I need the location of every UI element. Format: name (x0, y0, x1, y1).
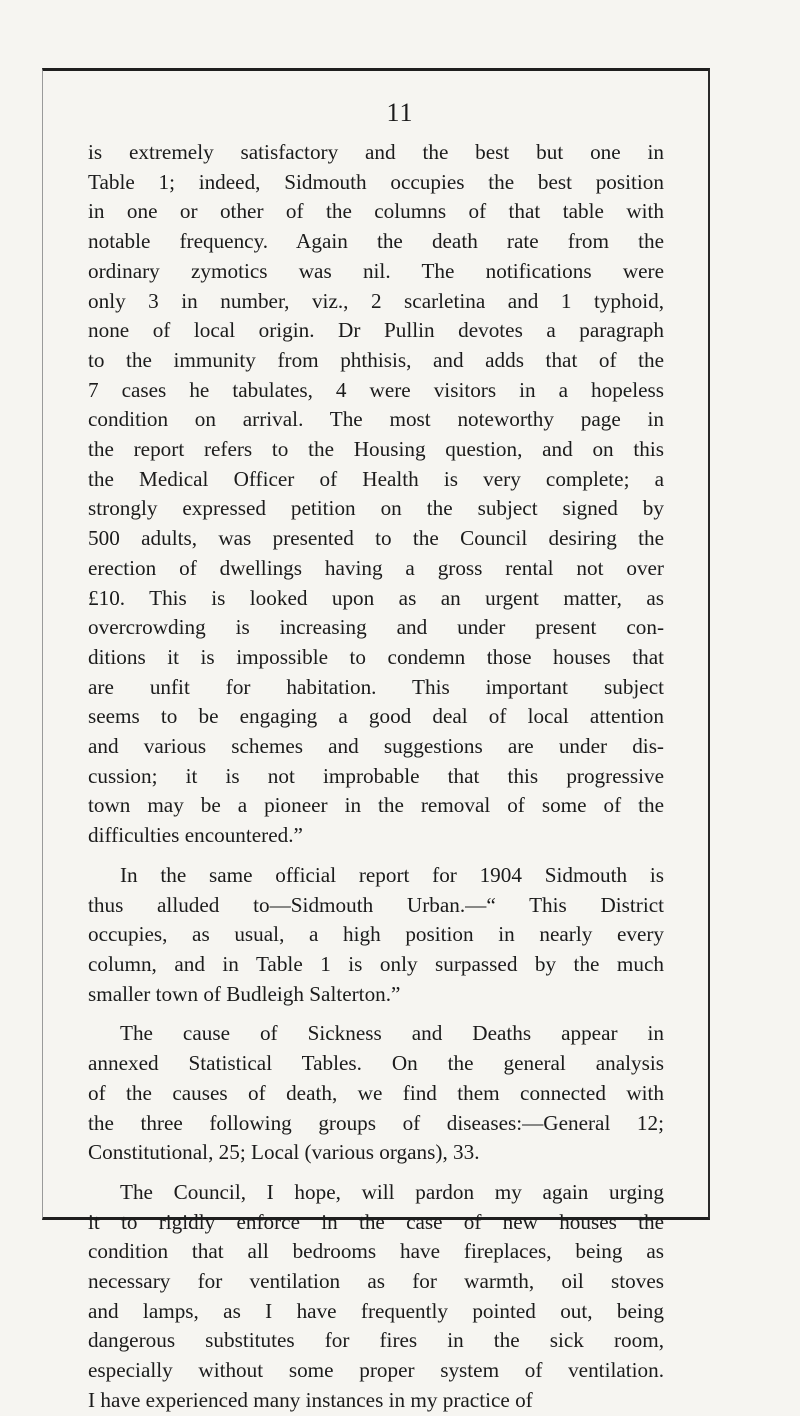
text-line: is extremely satisfactory and the best but one in (88, 140, 664, 164)
text-line: seems to be engaging a good deal of local attention (88, 704, 664, 729)
text-line: necessary for ventilation as for warmth, oil stoves (88, 1269, 664, 1294)
text-line: £10. This is looked upon as an urgent matter, as (88, 585, 664, 610)
body-text (88, 138, 664, 1416)
text-line: especially without some proper system of ventilation. (88, 1358, 664, 1383)
text-line: and various schemes and suggestions are under dis- (88, 734, 664, 759)
text-line: the three following groups of diseases:—General 12; (88, 1110, 664, 1135)
text-line: smaller town of Budleigh Salterton.” (88, 981, 401, 1006)
text-line: the Medical Officer of Health is very complete; a (88, 466, 664, 491)
text-line: are unfit for habitation. This important subject (88, 674, 664, 699)
text-line: annexed Statistical Tables. On the general analysis (88, 1051, 664, 1076)
text-line: ordinary zymotics was nil. The notifications were (88, 258, 664, 283)
page-number: 11 (386, 98, 414, 127)
paragraph-4 (88, 1178, 664, 1416)
text-line: In the same official report for 1904 Sidmouth is (120, 862, 664, 887)
text-line: overcrowding is increasing and under present con- (88, 615, 664, 640)
text-line: ditions it is impossible to condemn those houses that (88, 644, 664, 669)
text-line: Table 1; indeed, Sidmouth occupies the best position (88, 169, 664, 194)
text-line: occupies, as usual, a high position in nearly every (88, 922, 664, 947)
text-line: to the immunity from phthisis, and adds that of the (88, 347, 664, 372)
text-line: The cause of Sickness and Deaths appear in (120, 1021, 664, 1046)
text-line: in one or other of the columns of that table with (88, 199, 664, 224)
text-line: I have experienced many instances in my practice of (88, 1387, 533, 1412)
text-line: The Council, I hope, will pardon my again urging (120, 1179, 664, 1204)
text-line: and lamps, as I have frequently pointed out, being (88, 1298, 664, 1323)
paragraph-3 (88, 1019, 664, 1168)
text-line: the report refers to the Housing question, and on this (88, 437, 664, 462)
text-line: it to rigidly enforce in the case of new houses the (88, 1209, 664, 1234)
text-line: Constitutional, 25; Local (various organs), 33. (88, 1140, 480, 1165)
text-line: erection of dwellings having a gross rental not over (88, 555, 664, 580)
text-line: town may be a pioneer in the removal of some of the (88, 793, 664, 818)
text-line: of the causes of death, we find them connected with (88, 1080, 664, 1105)
text-line: thus alluded to—Sidmouth Urban.—“ This District (88, 892, 664, 917)
text-line: none of local origin. Dr Pullin devotes a paragraph (88, 318, 664, 343)
text-line: strongly expressed petition on the subject signed by (88, 496, 664, 521)
text-line: condition that all bedrooms have fireplaces, being as (88, 1239, 664, 1264)
text-line: condition on arrival. The most noteworthy page in (88, 407, 664, 432)
paragraph-1 (88, 138, 664, 851)
text-line: notable frequency. Again the death rate from the (88, 229, 664, 254)
text-line: 500 adults, was presented to the Council desiring the (88, 526, 664, 551)
text-line: difficulties encountered.” (88, 823, 303, 848)
text-line: only 3 in number, viz., 2 scarletina and 1 typhoid, (88, 288, 664, 313)
text-line: cussion; it is not improbable that this progressive (88, 763, 664, 788)
text-line: 7 cases he tabulates, 4 were visitors in a hopeless (88, 377, 664, 402)
paragraph-2 (88, 861, 664, 1010)
text-line: column, and in Table 1 is only surpassed by the much (88, 951, 664, 976)
text-line: dangerous substitutes for fires in the sick room, (88, 1328, 664, 1353)
